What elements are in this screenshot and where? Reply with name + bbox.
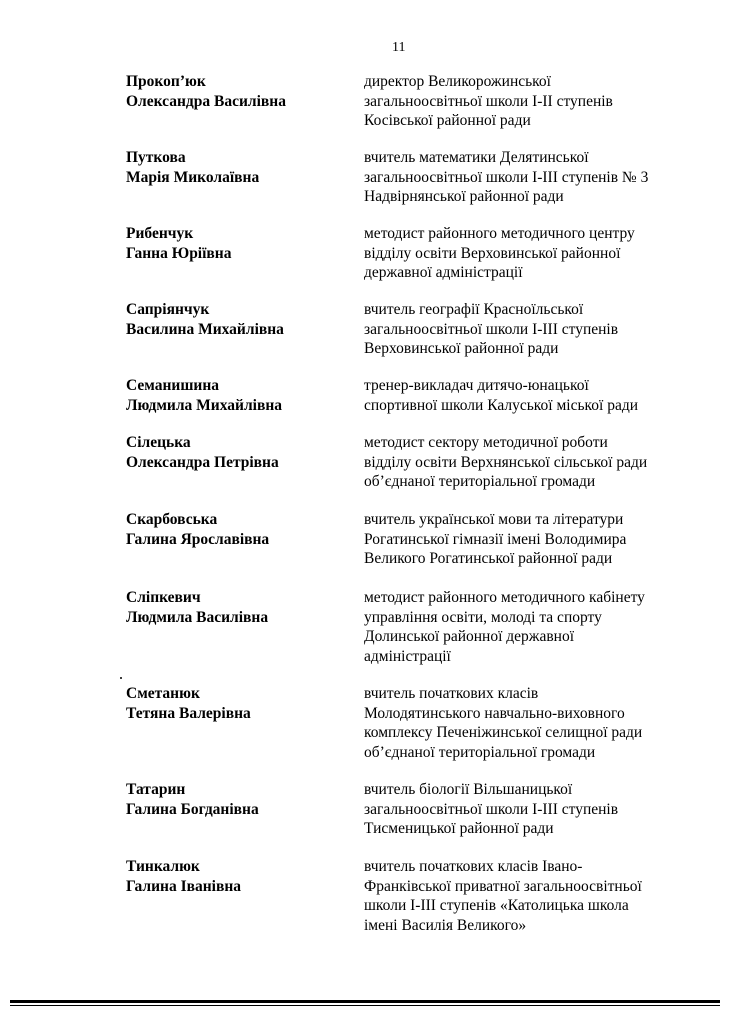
surname: Скарбовська — [126, 511, 218, 528]
position-description — [364, 376, 694, 415]
position-description — [364, 433, 694, 492]
surname: Рибенчук — [126, 225, 194, 242]
position-line: відділу освіти Верховинської районної — [364, 244, 621, 262]
person-name — [126, 510, 346, 550]
position-line: об’єднаної територіальної громади — [364, 473, 596, 490]
given-names: Олександра Василівна — [126, 93, 286, 110]
position-description — [364, 510, 694, 569]
position-line: відділу освіти Верхнянської сільської ради — [364, 453, 648, 471]
position-line: методист районного методичного центру — [364, 225, 635, 242]
position-line: школи І-ІІІ ступенів «Католицька школа — [364, 897, 629, 914]
position-description — [364, 780, 694, 839]
position-description — [364, 857, 694, 935]
position-line: Великого Рогатинської районної ради — [364, 550, 613, 567]
footer-rule-thin — [10, 1005, 720, 1006]
surname: Сапріянчук — [126, 301, 210, 318]
position-line: Долинської районної державної — [364, 628, 575, 645]
position-line: державної адміністрації — [364, 264, 523, 281]
footer-rule — [10, 1000, 720, 1003]
position-line: загальноосвітньої школи І-ІІІ ступенів — [364, 800, 619, 818]
person-name — [126, 224, 346, 264]
position-line: адміністрації — [364, 647, 451, 665]
person-name — [126, 857, 346, 897]
person-name — [126, 300, 346, 340]
position-line: вчитель математики Делятинської — [364, 149, 589, 166]
position-line: вчитель початкових класів — [364, 685, 539, 702]
person-name — [126, 376, 346, 416]
position-line: Тисменицької районної ради — [364, 820, 554, 837]
position-line: об’єднаної територіальної громади — [364, 743, 596, 761]
position-line: Надвірнянської районної ради — [364, 188, 564, 205]
person-name — [126, 148, 346, 188]
position-line: директор Великорожинської — [364, 73, 551, 90]
position-line: вчитель біології Вільшаницької — [364, 781, 573, 798]
position-description — [364, 148, 694, 207]
given-names: Галина Іванівна — [126, 878, 242, 895]
given-names: Василина Михайлівна — [126, 321, 284, 338]
position-line: тренер-викладач дитячо-юнацької — [364, 377, 589, 394]
position-line: Косівської районної ради — [364, 112, 531, 129]
given-names: Галина Ярославівна — [126, 531, 270, 548]
person-name — [126, 433, 346, 473]
position-line: комплексу Печеніжинської селищної ради — [364, 724, 643, 741]
position-description — [364, 72, 694, 131]
surname: Сліпкевич — [126, 589, 201, 606]
given-names: Марія Миколаївна — [126, 169, 260, 186]
position-line: управління освіти, молоді та спорту — [364, 608, 602, 626]
position-line: Верховинської районної ради — [364, 340, 559, 357]
person-name — [126, 684, 346, 724]
position-line: вчитель географії Красноїльської — [364, 301, 584, 318]
position-line: Рогатинської гімназії імені Володимира — [364, 530, 627, 548]
position-description — [364, 588, 694, 666]
position-line: методист сектору методичної роботи — [364, 434, 608, 451]
surname: Тинкалюк — [126, 858, 200, 875]
scan-speck — [120, 677, 122, 679]
position-line: методист районного методичного кабінету — [364, 589, 645, 606]
surname: Сілецька — [126, 434, 191, 451]
position-line: Молодятинського навчально-виховного — [364, 704, 625, 722]
surname: Путкова — [126, 149, 186, 166]
position-line: загальноосвітньої школи І-ІІ ступенів — [364, 92, 613, 110]
page-number: 11 — [392, 40, 406, 55]
position-description — [364, 224, 694, 283]
given-names: Людмила Михайлівна — [126, 397, 282, 414]
given-names: Олександра Петрівна — [126, 454, 279, 471]
given-names: Людмила Василівна — [126, 609, 269, 626]
surname: Сметанюк — [126, 685, 200, 702]
given-names: Тетяна Валерівна — [126, 705, 251, 722]
position-line: вчитель початкових класів Івано- — [364, 858, 583, 875]
person-name — [126, 780, 346, 820]
person-name — [126, 588, 346, 628]
position-line: імені Василія Великого» — [364, 916, 527, 934]
position-line: вчитель української мови та літератури — [364, 511, 624, 528]
person-name — [126, 72, 346, 112]
surname: Семанишина — [126, 377, 220, 394]
position-description — [364, 300, 694, 359]
surname: Прокоп’юк — [126, 73, 206, 90]
position-line: загальноосвітньої школи І-ІІІ ступенів — [364, 320, 619, 338]
position-line: спортивної школи Калуської міської ради — [364, 396, 639, 414]
position-description — [364, 684, 694, 762]
given-names: Галина Богданівна — [126, 801, 259, 818]
position-line: Франківської приватної загальноосвітньої — [364, 877, 642, 895]
given-names: Ганна Юріївна — [126, 245, 232, 262]
position-line: загальноосвітньої школи І-ІІІ ступенів № 3 — [364, 168, 649, 186]
surname: Татарин — [126, 781, 186, 798]
